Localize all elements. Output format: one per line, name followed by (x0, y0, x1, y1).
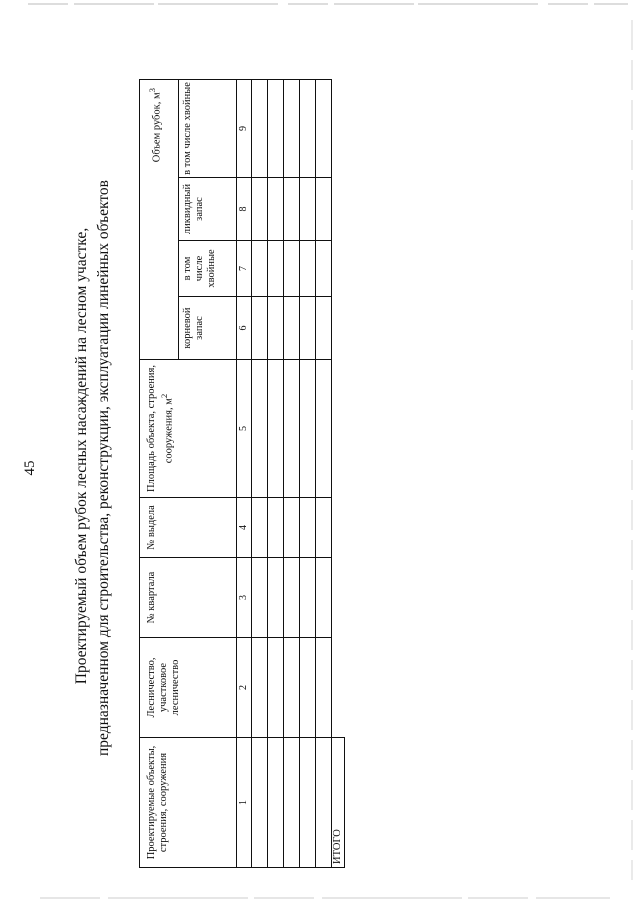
header-volume-group: Объем рубок, $м^3$ (140, 79, 179, 359)
table-row (316, 79, 332, 867)
column-number: 8 (237, 178, 252, 241)
header-row-top (140, 79, 179, 867)
header-root-conifer: в том числе хвойные (179, 241, 237, 297)
table-row (252, 79, 268, 867)
rotated-page (22, 68, 352, 868)
column-number: 1 (237, 738, 252, 868)
header-liquid-stock: ликвидный запас (179, 178, 237, 241)
header-allotment: № выдела (140, 498, 237, 558)
table-row (268, 79, 284, 867)
column-number: 2 (237, 638, 252, 738)
column-number: 5 (237, 360, 252, 498)
column-number-row (237, 79, 252, 867)
total-row (332, 79, 345, 867)
column-number: 9 (237, 79, 252, 177)
title-line-1: Проектируемый объем рубок лесных насаждений на лесном участке, (73, 227, 90, 685)
header-root-stock: корневой запас (179, 297, 237, 360)
title-line-2: предназначенном для строительства, реконструкции, эксплуатации линейных объектов (95, 180, 112, 756)
column-number: 6 (237, 297, 252, 360)
column-number: 3 (237, 558, 252, 638)
header-liquid-conifer: в том числе хвойные (179, 79, 237, 177)
header-quarter: № квартала (140, 558, 237, 638)
total-label: ИТОГО (332, 738, 345, 868)
table-row (284, 79, 300, 867)
header-area: Площадь объекта, строения, сооружения, $м^2$ (140, 360, 237, 498)
column-number: 4 (237, 498, 252, 558)
header-forestry: Лесничество, участковое лесничество (140, 638, 237, 738)
header-objects: Проектируемые объекты, строения, сооружения (140, 738, 237, 868)
column-number: 7 (237, 241, 252, 297)
page-number: 45 (22, 460, 38, 476)
logging-volume-table (139, 79, 345, 868)
table-row (300, 79, 316, 867)
